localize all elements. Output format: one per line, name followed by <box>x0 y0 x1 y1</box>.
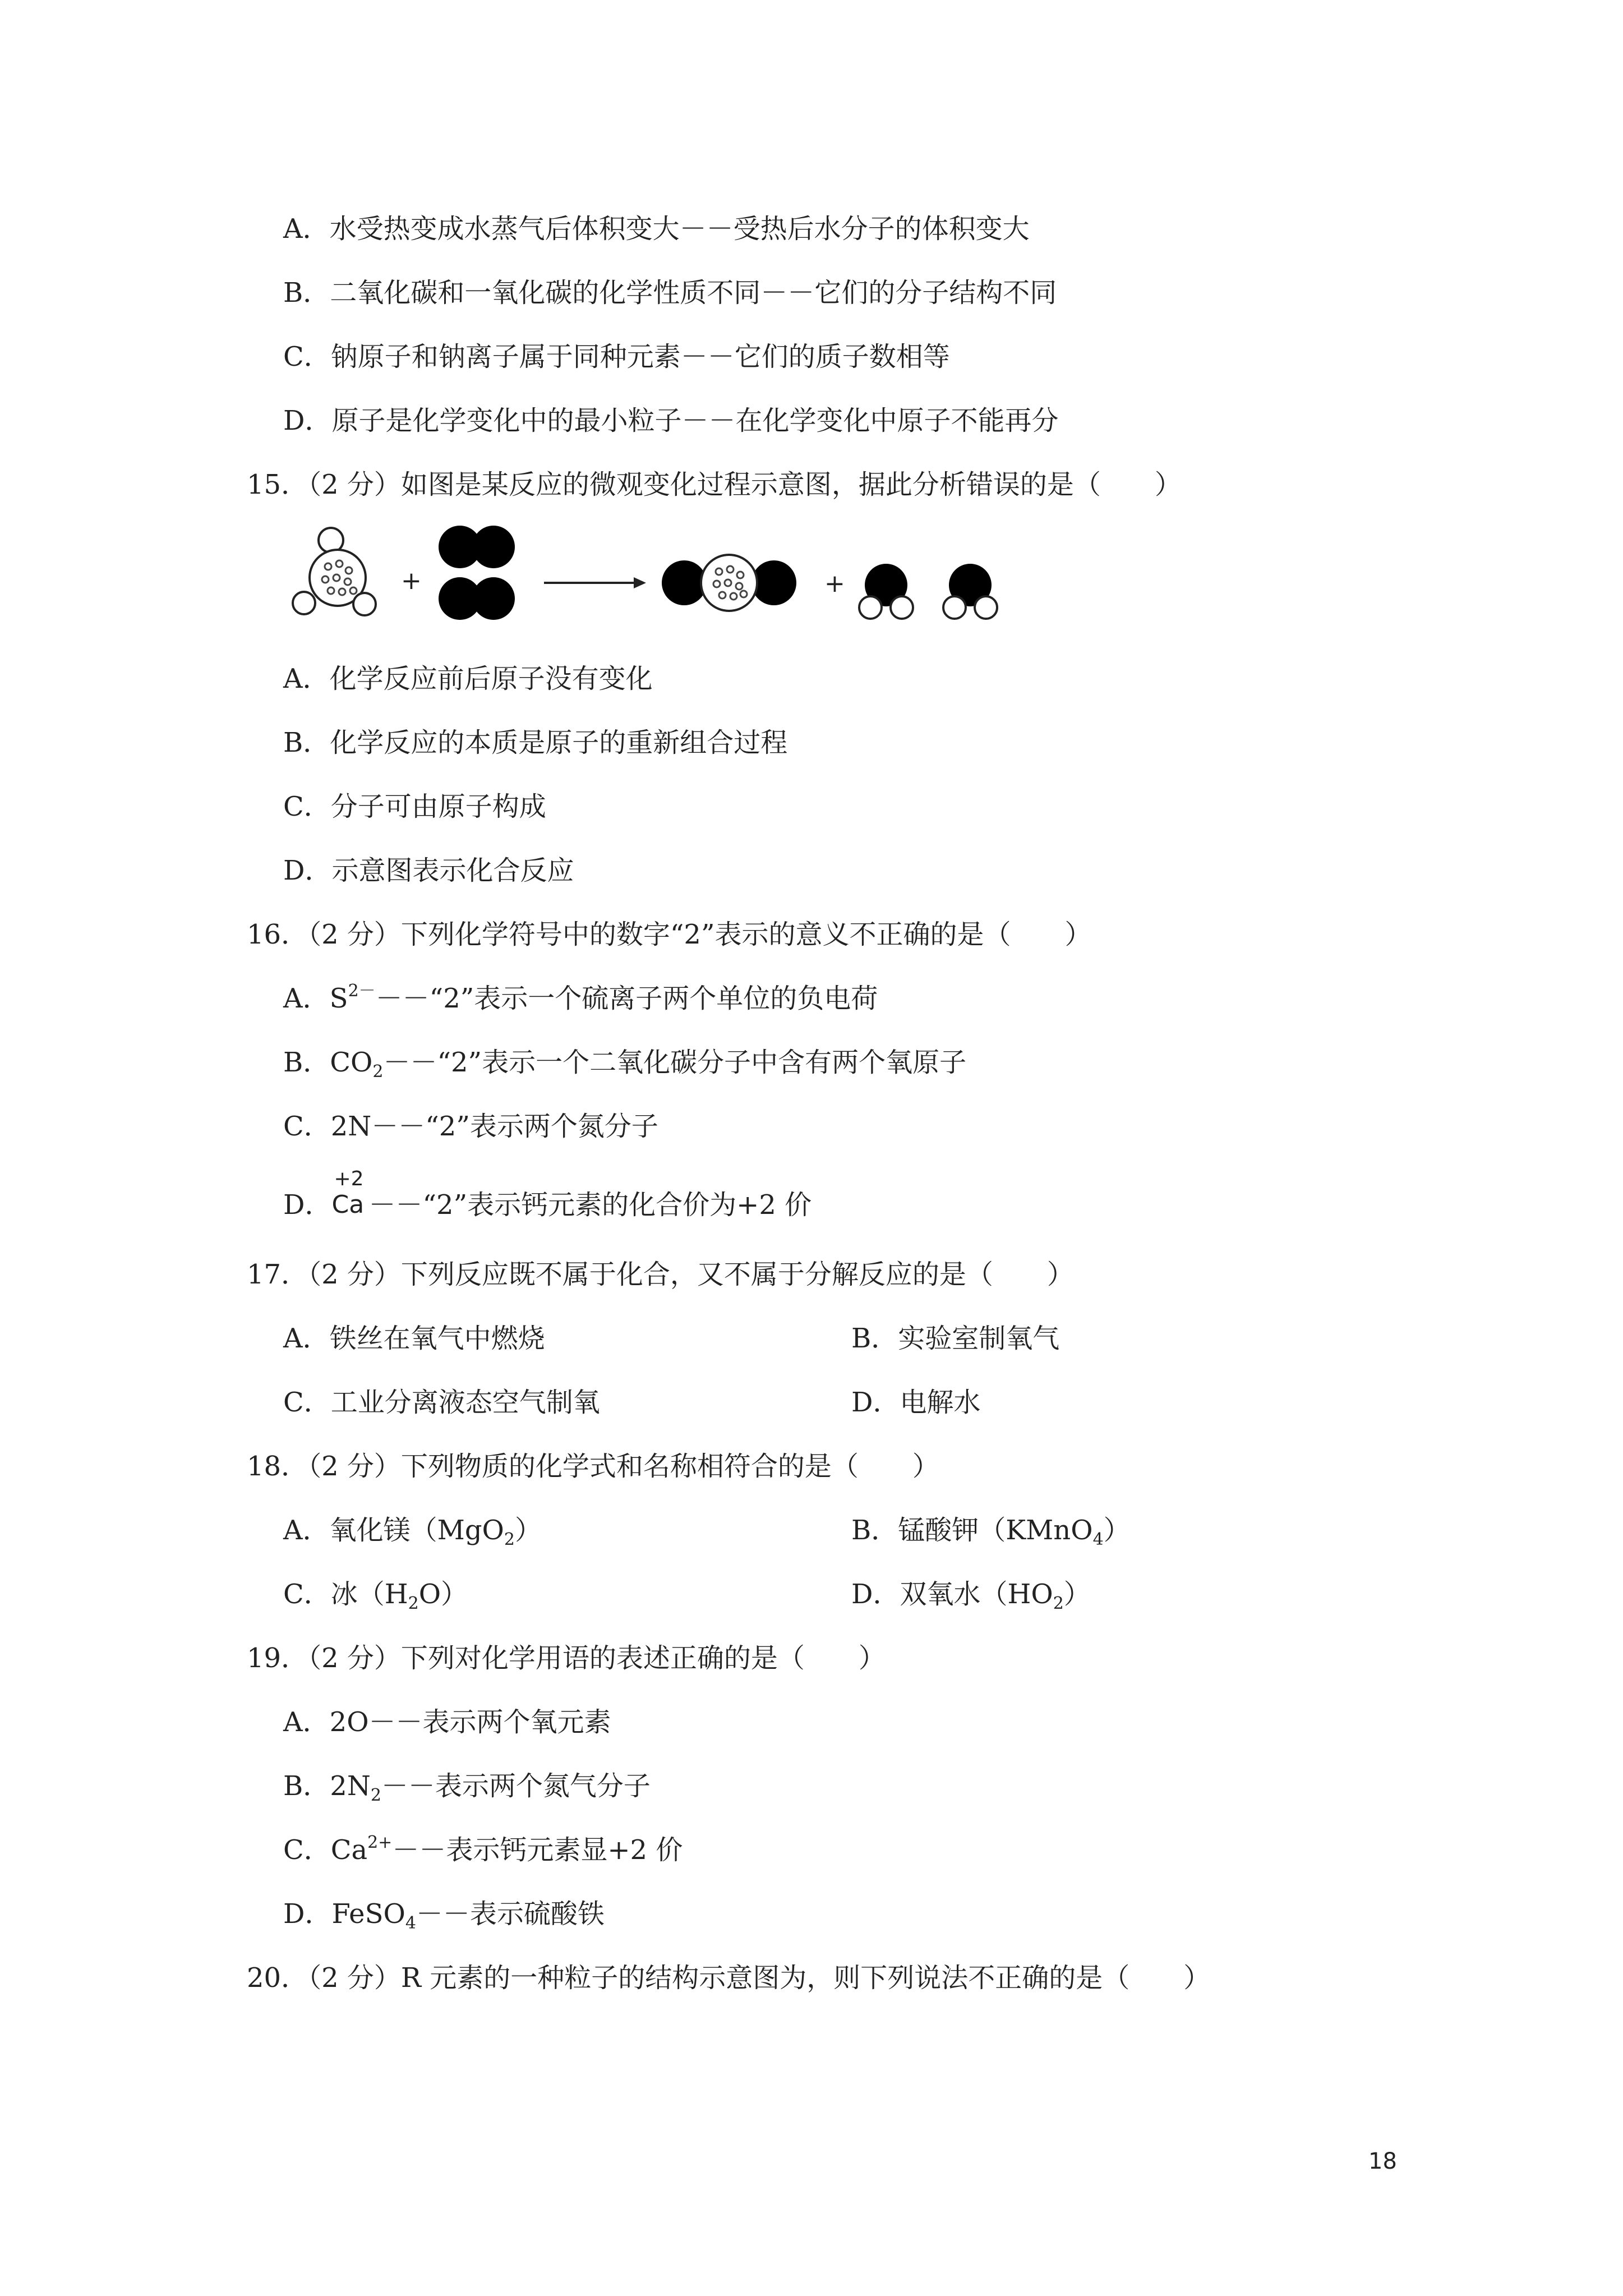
q14-option-d: D．原子是化学变化中的最小粒子－－在化学变化中原子不能再分 <box>283 405 1059 436</box>
q18-c-text: C．冰（H <box>283 1579 408 1610</box>
white-atom-icon <box>293 592 315 614</box>
q18-option-a <box>283 1513 542 1547</box>
white-atom-icon <box>975 596 997 619</box>
q19-c-text: －－表示钙元素显+2 价 <box>392 1834 683 1866</box>
q18-option-d <box>851 1577 1091 1611</box>
q17-option-b: B．实验室制氧气 <box>851 1323 1060 1354</box>
q19-c-charge: 2+ <box>367 1833 393 1852</box>
page-number: 18 <box>1368 2148 1397 2174</box>
q19-stem: 19．（2 分）下列对化学用语的表述正确的是（ ） <box>247 1642 886 1674</box>
q16-b-symbol: B．CO <box>283 1047 373 1078</box>
dotted-atom-icon <box>701 555 757 611</box>
q15-option-c: C．分子可由原子构成 <box>283 791 546 822</box>
q19-option-b <box>283 1769 651 1803</box>
valence-charge: +2 <box>334 1167 364 1190</box>
q20-stem: 20．（2 分）R 元素的一种粒子的结构示意图为，则下列说法不正确的是（ ） <box>247 1962 1211 1994</box>
reaction-arrow-icon <box>544 577 646 588</box>
q18-b-subscript: 4 <box>1092 1530 1104 1549</box>
black-atom-icon <box>472 577 515 620</box>
q19-c-symbol: C．Ca <box>283 1834 368 1866</box>
q19-d-symbol: D．FeSO <box>283 1898 405 1930</box>
q14-option-a: A．水受热变成水蒸气后体积变大－－受热后水分子的体积变大 <box>283 213 1030 245</box>
q16-a-text: －－“2”表示一个硫离子两个单位的负电荷 <box>375 983 878 1014</box>
q19-b-text: －－表示两个氮气分子 <box>381 1770 651 1802</box>
q18-a-text: A．氧化镁（MgO <box>283 1515 504 1546</box>
q18-c-close: O） <box>418 1579 468 1610</box>
q16-d-text: －－“2”表示钙元素的化合价为+2 价 <box>368 1189 812 1221</box>
q19-d-text: －－表示硫酸铁 <box>416 1898 605 1930</box>
white-atom-icon <box>891 596 913 619</box>
q16-b-text: －－“2”表示一个二氧化碳分子中含有两个氧原子 <box>383 1047 967 1078</box>
q18-d-subscript: 2 <box>1053 1594 1064 1613</box>
q16-option-d <box>283 1167 812 1222</box>
q19-d-subscript: 4 <box>405 1913 416 1933</box>
reactant-molecule-2 <box>439 526 515 620</box>
q18-a-close: ） <box>515 1515 542 1546</box>
q16-d-label: D． <box>283 1189 332 1221</box>
q19-b-symbol: B．2N <box>283 1770 371 1802</box>
q17-stem: 17．（2 分）下列反应既不属于化合，又不属于分解反应的是（ ） <box>247 1259 1074 1290</box>
q18-option-b <box>851 1513 1131 1547</box>
q15-option-d: D．示意图表示化合反应 <box>283 855 574 886</box>
svg-text:+: + <box>401 567 422 595</box>
q16-a-charge: 2－ <box>348 981 376 1001</box>
white-atom-icon <box>943 596 966 619</box>
q15-option-b: B．化学反应的本质是原子的重新组合过程 <box>283 727 788 758</box>
black-atom-icon <box>472 526 515 568</box>
q19-option-a: A．2O－－表示两个氧元素 <box>283 1706 611 1738</box>
q18-a-subscript: 2 <box>504 1530 515 1549</box>
svg-text:+: + <box>824 569 845 598</box>
q18-c-subscript: 2 <box>408 1594 419 1613</box>
q18-b-close: ） <box>1103 1515 1131 1546</box>
q17-option-a: A．铁丝在氧气中燃烧 <box>283 1323 545 1354</box>
valence-symbol <box>331 1167 369 1222</box>
q16-option-a <box>283 982 878 1015</box>
q19-b-subscript: 2 <box>370 1786 381 1805</box>
q16-option-b <box>283 1046 967 1082</box>
q14-option-c: C．钠原子和钠离子属于同种元素－－它们的质子数相等 <box>283 341 950 372</box>
q18-stem: 18．（2 分）下列物质的化学式和名称相符合的是（ ） <box>247 1451 939 1482</box>
q18-b-text: B．锰酸钾（KMnO <box>851 1515 1093 1546</box>
product-molecule-2 <box>859 564 997 619</box>
white-atom-icon <box>353 593 376 615</box>
q15-option-a: A．化学反应前后原子没有变化 <box>283 663 653 694</box>
valence-element: Ca <box>331 1190 365 1219</box>
q14-option-b: B．二氧化碳和一氧化碳的化学性质不同－－它们的分子结构不同 <box>283 277 1057 309</box>
q16-b-subscript: 2 <box>372 1062 384 1082</box>
q19-option-c <box>283 1833 683 1867</box>
q16-option-c: C．2N－－“2”表示两个氮分子 <box>283 1111 658 1142</box>
q17-option-c: C．工业分离液态空气制氧 <box>283 1387 600 1418</box>
q18-d-close: ） <box>1063 1579 1091 1610</box>
q18-option-c <box>283 1577 468 1611</box>
q17-option-d: D．电解水 <box>851 1387 981 1418</box>
reaction-diagram <box>286 524 1060 625</box>
reactant-molecule-1 <box>293 528 376 615</box>
q16-stem: 16．（2 分）下列化学符号中的数字“2”表示的意义不正确的是（ ） <box>247 919 1092 950</box>
q15-stem: 15．（2 分）如图是某反应的微观变化过程示意图，据此分析错误的是（ ） <box>247 469 1182 500</box>
white-atom-icon <box>859 596 882 619</box>
q18-d-text: D．双氧水（HO <box>851 1579 1053 1610</box>
q16-a-symbol: A．S <box>283 983 348 1014</box>
q19-option-d <box>283 1897 605 1931</box>
product-molecule-1 <box>662 555 796 611</box>
